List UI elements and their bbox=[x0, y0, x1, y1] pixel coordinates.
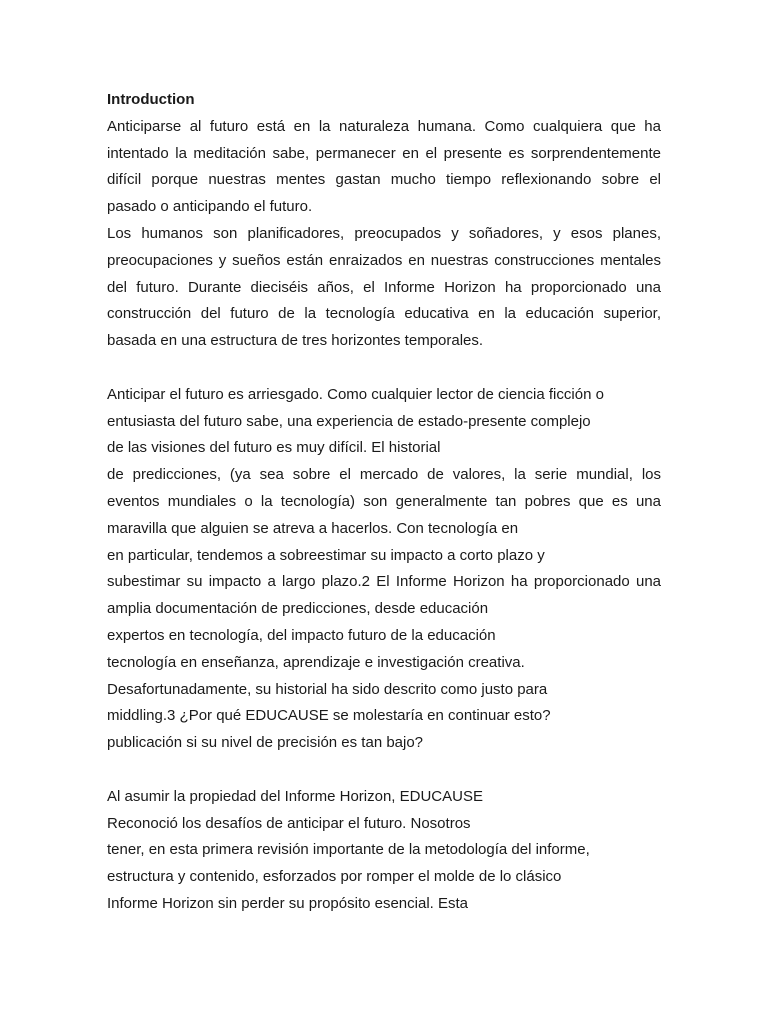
text-line: del futuro. Durante dieciséis años, el Informe Horizon ha proporcionado una bbox=[107, 278, 661, 296]
text-line: preocupaciones y sueños están enraizados en nuestras construcciones mentales bbox=[107, 251, 661, 269]
paragraph-4 bbox=[107, 784, 661, 918]
text-line: basada en una estructura de tres horizontes temporales. bbox=[107, 332, 484, 350]
text-line: estructura y contenido, esforzados por romper el molde de lo clásico bbox=[107, 868, 562, 886]
text-line: Desafortunadamente, su historial ha sido descrito como justo para bbox=[107, 680, 548, 698]
document-body bbox=[107, 87, 661, 918]
text-line: maravilla que alguien se atreva a hacerlos. Con tecnología en bbox=[107, 519, 519, 537]
text-line: intentado la meditación sabe, permanecer en el presente es sorprendentemente bbox=[107, 144, 661, 162]
text-line: expertos en tecnología, del impacto futuro de la educación bbox=[107, 626, 496, 644]
text-line: construcción del futuro de la tecnología educativa en la educación superior, bbox=[107, 305, 661, 323]
paragraph-1 bbox=[107, 114, 661, 221]
text-line: tecnología en enseñanza, aprendizaje e investigación creativa. bbox=[107, 653, 525, 671]
text-line: eventos mundiales o la tecnología) son generalmente tan pobres que es una bbox=[107, 492, 661, 510]
paragraph-spacer bbox=[107, 355, 661, 382]
text-line: amplia documentación de predicciones, desde educación bbox=[107, 600, 489, 618]
text-line: subestimar su impacto a largo plazo.2 El Informe Horizon ha proporcionado una bbox=[107, 573, 661, 591]
text-line: difícil porque nuestras mentes gastan mucho tiempo reflexionando sobre el bbox=[107, 171, 661, 189]
text-line: en particular, tendemos a sobreestimar su impacto a corto plazo y bbox=[107, 546, 545, 564]
text-line: tener, en esta primera revisión importante de la metodología del informe, bbox=[107, 841, 590, 859]
text-line: Reconoció los desafíos de anticipar el futuro. Nosotros bbox=[107, 814, 471, 832]
text-line: middling.3 ¿Por qué EDUCAUSE se molestaría en continuar esto? bbox=[107, 707, 551, 725]
text-line: de predicciones, (ya sea sobre el mercado de valores, la serie mundial, los bbox=[107, 466, 661, 484]
text-line: publicación si su nivel de precisión es tan bajo? bbox=[107, 734, 424, 752]
paragraph-spacer bbox=[107, 757, 661, 784]
text-line: de las visiones del futuro es muy difícil. El historial bbox=[107, 439, 441, 457]
text-line: Al asumir la propiedad del Informe Horizon, EDUCAUSE bbox=[107, 787, 483, 805]
text-line: Anticiparse al futuro está en la naturaleza humana. Como cualquiera que ha bbox=[107, 117, 661, 135]
paragraph-3 bbox=[107, 382, 661, 757]
text-line: entusiasta del futuro sabe, una experiencia de estado-presente complejo bbox=[107, 412, 591, 430]
text-line: Los humanos son planificadores, preocupados y soñadores, y esos planes, bbox=[107, 224, 661, 242]
text-line: Anticipar el futuro es arriesgado. Como cualquier lector de ciencia ficción o bbox=[107, 385, 604, 403]
text-line: pasado o anticipando el futuro. bbox=[107, 198, 313, 216]
text-line: Informe Horizon sin perder su propósito esencial. Esta bbox=[107, 894, 469, 912]
paragraph-2 bbox=[107, 221, 661, 355]
section-heading: Introduction bbox=[107, 91, 195, 108]
